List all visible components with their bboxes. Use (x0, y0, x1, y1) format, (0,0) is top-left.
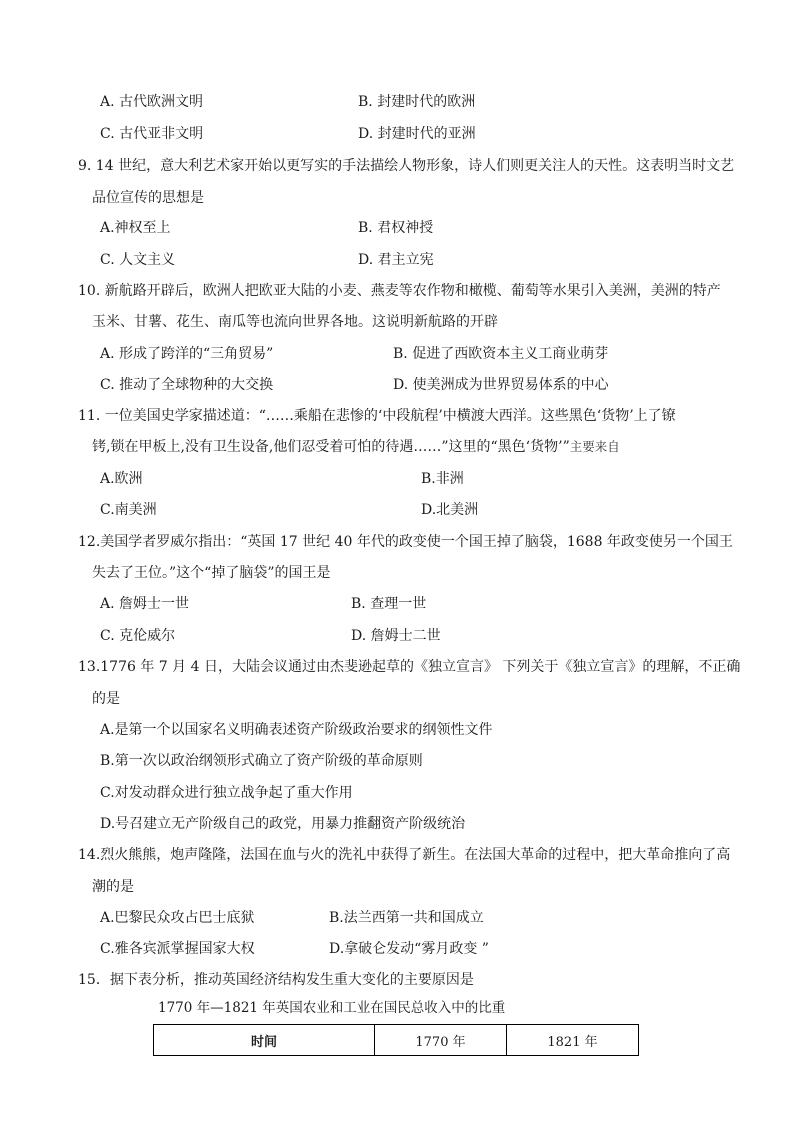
q11-stem-line2-tail: 主要来自 (569, 439, 620, 454)
q9-stem-line2: 品位宣传的思想是 (92, 190, 204, 206)
q12-option-c: C. 克伦威尔 (100, 628, 176, 644)
q8-option-d: D. 封建时代的亚洲 (358, 126, 476, 142)
q15-table-caption: 1770 年—1821 年英国农业和工业在国民总收入中的比重 (158, 1000, 506, 1016)
q11-option-a: A.欧洲 (100, 471, 143, 487)
q13-option-a: A.是第一个以国家名义明确表述资产阶级政治要求的纲领性文件 (100, 722, 493, 738)
q9-option-d: D. 君主立宪 (358, 252, 434, 268)
q9-stem-line1: 9. 14 世纪，意大利艺术家开始以更写实的手法描绘人物形象，诗人们则更关注人的天性。这表明当时文艺 (78, 158, 735, 174)
q11-option-c: C.南美洲 (100, 502, 157, 518)
q9-option-a: A.神权至上 (100, 220, 171, 236)
q13-option-c: C.对发动群众进行独立战争起了重大作用 (100, 785, 353, 801)
q14-option-c: C.雅各宾派掌握国家大权 (100, 941, 255, 957)
table-header-1821: 1821 年 (507, 1025, 639, 1056)
q11-option-d: D.北美洲 (421, 502, 479, 518)
q14-option-b: B.法兰西第一共和国成立 (329, 910, 484, 926)
q14-option-a: A.巴黎民众攻占巴士底狱 (100, 910, 255, 926)
q13-stem-line2: 的是 (92, 691, 120, 707)
q9-option-b: B. 君权神授 (358, 220, 434, 236)
q14-option-d: D.拿破仑发动“雾月政变 ” (329, 941, 489, 957)
q14-stem-line1: 14.烈火熊熊，炮声隆隆，法国在血与火的洗礼中获得了新生。在法国大革命的过程中，把大革命推向了高 (78, 847, 731, 863)
q10-option-b: B. 促进了西欧资本主义工商业萌芽 (393, 346, 609, 362)
q13-stem-line1: 13.1776 年 7 月 4 日，大陆会议通过由杰斐逊起草的《独立宣言》 下列关于《独立宣言》的理解，不正确 (78, 659, 741, 675)
q15-stem-line1: 15．据下表分析，推动英国经济结构发生重大变化的主要原因是 (78, 972, 474, 988)
q8-option-c: C. 古代亚非文明 (100, 126, 204, 142)
q10-option-a: A. 形成了跨洋的“三角贸易” (100, 346, 274, 362)
q11-stem-line2-main: 铐,锁在甲板上,没有卫生设备,他们忍受着可怕的待遇……”这里的“黑色‘货物’” (92, 439, 570, 455)
q11-option-b: B.非洲 (421, 471, 464, 487)
q12-option-d: D. 詹姆士二世 (351, 628, 441, 644)
q11-stem-line2 (92, 437, 620, 457)
q11-stem-line1: 11. 一位美国史学家描述道：“……乘船在悲惨的‘中段航程’中横渡大西洋。这些黑色‘货物’上了镣 (78, 408, 676, 424)
q14-stem-line2: 潮的是 (92, 879, 134, 895)
q13-option-d: D.号召建立无产阶级自己的政党，用暴力推翻资产阶级统治 (100, 816, 466, 832)
table-header-time: 时间 (154, 1025, 375, 1056)
q12-option-b: B. 查理一世 (351, 596, 427, 612)
q9-option-c: C. 人文主义 (100, 252, 176, 268)
q13-option-b: B.第一次以政治纲领形式确立了资产阶级的革命原则 (100, 753, 423, 769)
q10-stem-line1: 10. 新航路开辟后，欧洲人把欧亚大陆的小麦、燕麦等农作物和橄榄、葡萄等水果引入美洲，美洲的特产 (78, 283, 721, 299)
q12-option-a: A. 詹姆士一世 (100, 596, 190, 612)
q12-stem-line2: 失去了王位。”这个“掉了脑袋”的国王是 (92, 565, 331, 581)
q12-stem-line1: 12.美国学者罗威尔指出：“英国 17 世纪 40 年代的政变使一个国王掉了脑袋，1688 年政变使另一个国王 (78, 534, 733, 550)
table-row (154, 1025, 639, 1056)
q8-option-b: B. 封建时代的欧洲 (358, 94, 476, 110)
q10-option-c: C. 推动了全球物种的大交换 (100, 377, 274, 393)
q8-option-a: A. 古代欧洲文明 (100, 94, 204, 110)
q10-stem-line2: 玉米、甘薯、花生、南瓜等也流向世界各地。这说明新航路的开辟 (92, 314, 498, 330)
table-header-1770: 1770 年 (375, 1025, 507, 1056)
q10-option-d: D. 使美洲成为世界贸易体系的中心 (393, 377, 609, 393)
q15-table (153, 1024, 639, 1056)
